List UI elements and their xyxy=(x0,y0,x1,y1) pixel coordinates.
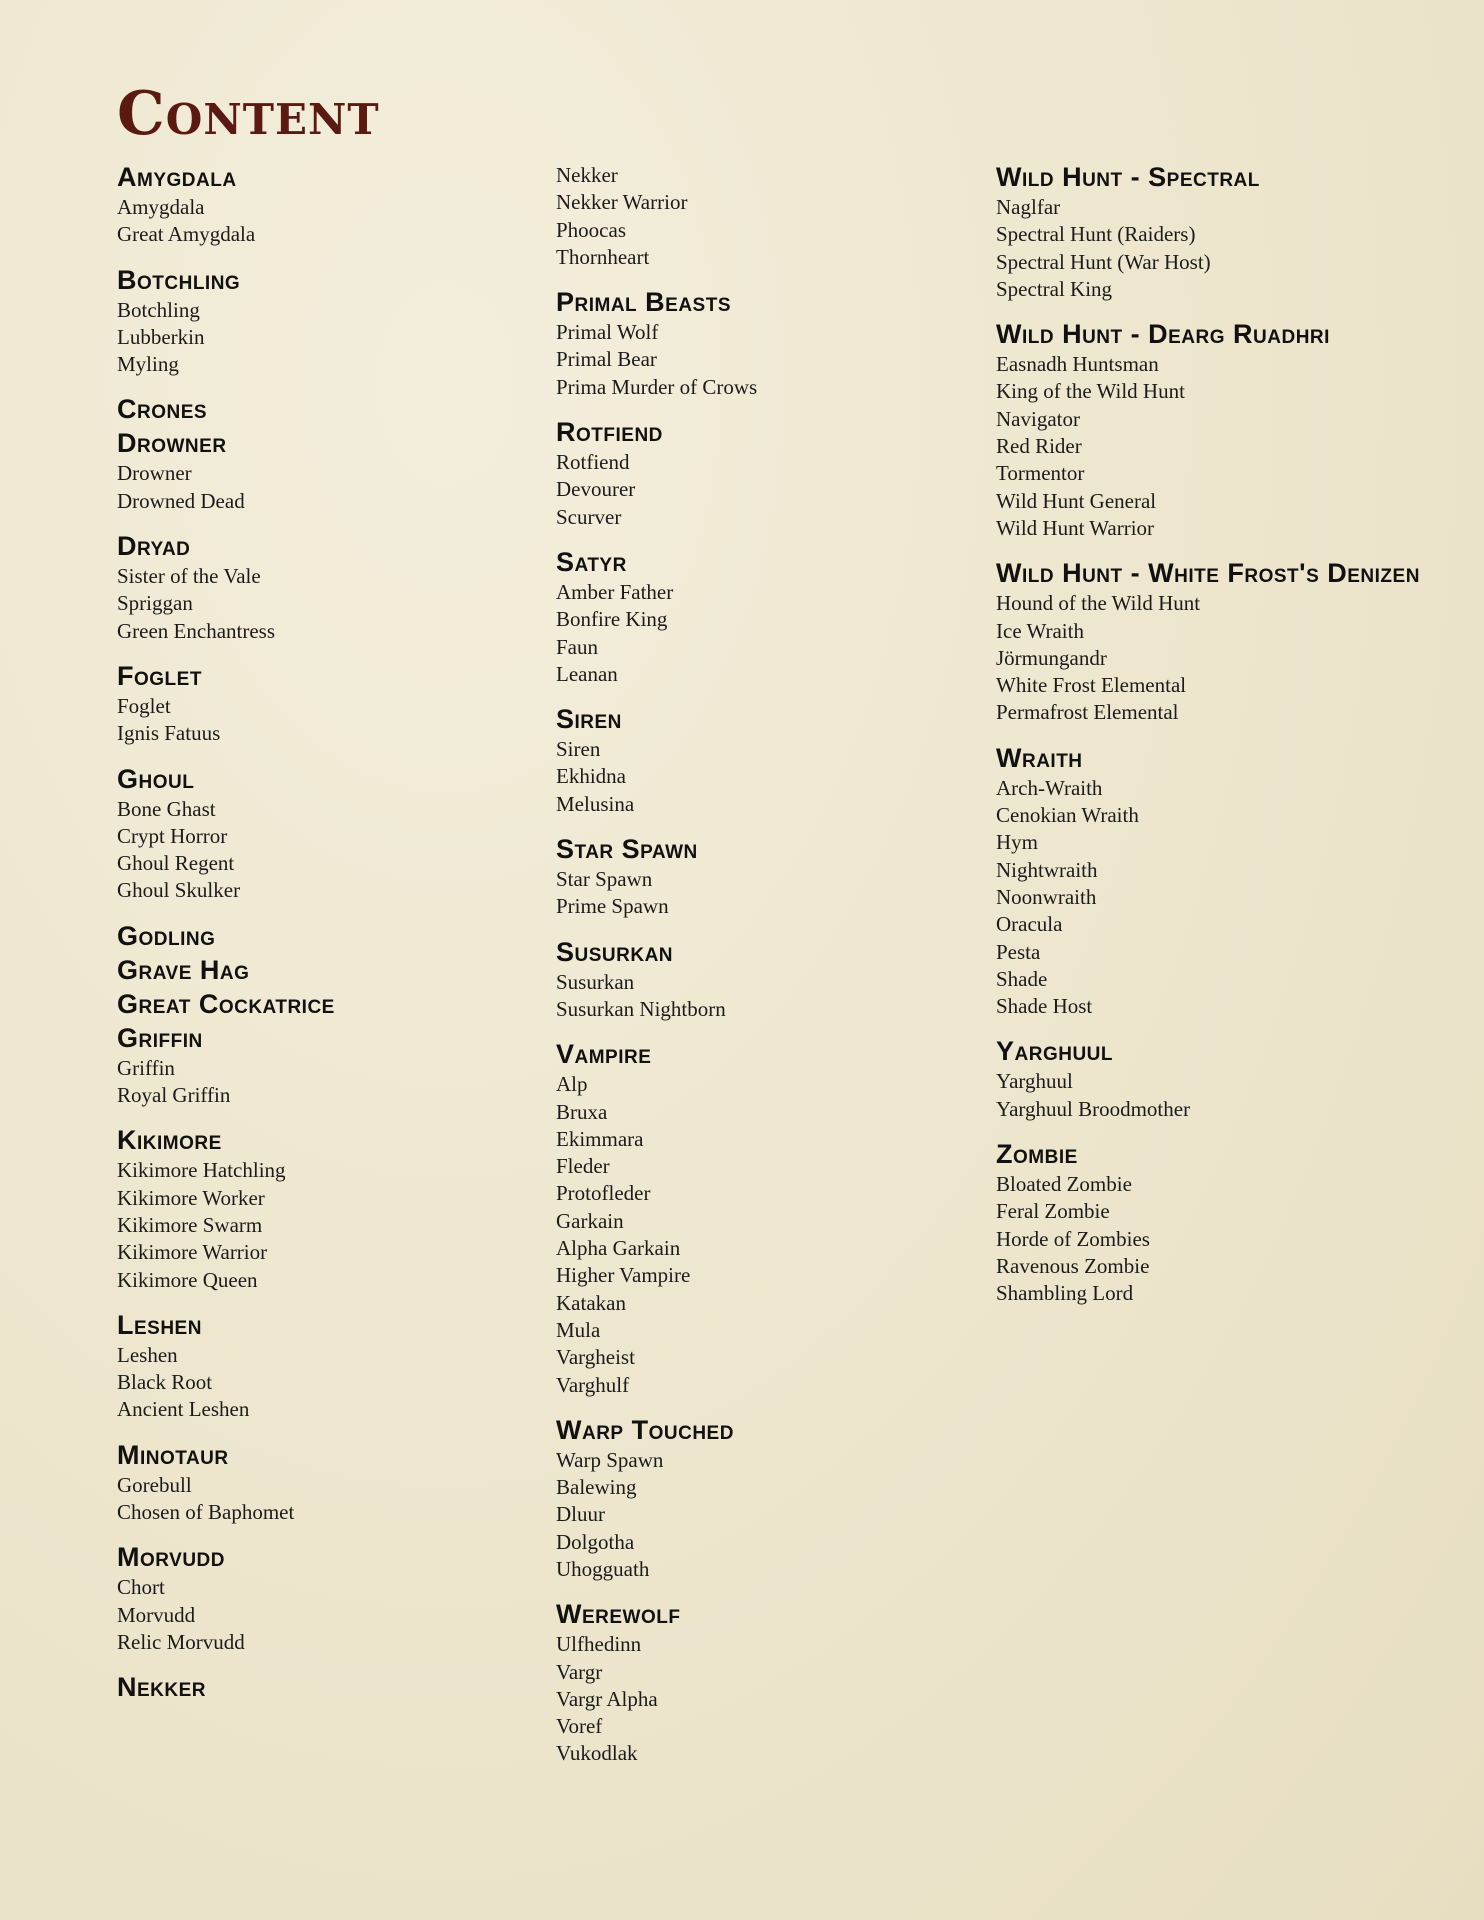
toc-entry: Primal Bear xyxy=(556,347,657,372)
toc-entry: Chosen of Baphomet xyxy=(117,1500,295,1525)
toc-entry: Rotfiend xyxy=(556,450,630,475)
toc-section xyxy=(556,1413,986,1583)
toc-entry: Feral Zombie xyxy=(996,1199,1110,1224)
toc-section xyxy=(996,556,1426,726)
toc-entry: Varghulf xyxy=(556,1372,630,1397)
toc-section xyxy=(556,415,986,531)
toc-entry: Ekhidna xyxy=(556,764,626,789)
section-heading: Leshen xyxy=(117,1309,202,1340)
toc-entry: Ekimmara xyxy=(556,1126,644,1151)
toc-entry: Shambling Lord xyxy=(996,1281,1134,1306)
toc-section xyxy=(117,919,547,953)
toc-entry: Botchling xyxy=(117,297,200,322)
toc-entry: Kikimore Worker xyxy=(117,1185,265,1210)
section-heading: Vampire xyxy=(556,1039,652,1070)
toc-section xyxy=(117,160,547,249)
section-heading: Yarghuul xyxy=(996,1036,1113,1067)
toc-section xyxy=(996,160,1426,303)
toc-entry: Susurkan xyxy=(556,969,635,994)
section-heading: Great Cockatrice xyxy=(117,988,335,1019)
toc-entry: Uhogguath xyxy=(556,1556,650,1581)
toc-section xyxy=(117,762,547,905)
section-heading: Kikimore xyxy=(117,1125,222,1156)
toc-entry: Vargheist xyxy=(556,1345,635,1370)
toc-entry: Ice Wraith xyxy=(996,618,1084,643)
toc-entry: Drowned Dead xyxy=(117,488,245,513)
section-heading: Morvudd xyxy=(117,1542,225,1573)
toc-entry: Ravenous Zombie xyxy=(996,1253,1150,1278)
toc-entry: Shade Host xyxy=(996,994,1093,1019)
toc-entry: Melusina xyxy=(556,791,635,816)
toc-entry: Lubberkin xyxy=(117,324,205,349)
section-heading: Crones xyxy=(117,394,208,425)
toc-entry: Cenokian Wraith xyxy=(996,803,1139,828)
toc-entry: Wild Hunt Warrior xyxy=(996,515,1155,540)
toc-entry: Amber Father xyxy=(556,579,674,604)
page-title: Content xyxy=(117,79,380,149)
toc-entry: Primal Wolf xyxy=(556,320,659,345)
toc-section xyxy=(117,987,547,1021)
toc-entry: Black Root xyxy=(117,1370,213,1395)
section-heading: Nekker xyxy=(117,1672,207,1703)
toc-entry: Easnadh Huntsman xyxy=(996,352,1159,377)
toc-entry: Spriggan xyxy=(117,591,193,616)
toc-section xyxy=(996,1034,1426,1123)
toc-section xyxy=(117,426,547,515)
toc-entry: Prime Spawn xyxy=(556,894,669,919)
toc-entry: Bloated Zombie xyxy=(996,1172,1132,1197)
toc-entry: Siren xyxy=(556,737,601,762)
toc-entry: Vukodlak xyxy=(556,1741,638,1766)
toc-entry: Yarghuul xyxy=(996,1069,1073,1094)
toc-entry: Tormentor xyxy=(996,461,1085,486)
toc-entry: Kikimore Swarm xyxy=(117,1212,263,1237)
section-heading: Rotfiend xyxy=(556,417,663,448)
toc-entry: Protofleder xyxy=(556,1181,651,1206)
toc-entry: Voref xyxy=(556,1714,603,1739)
section-heading: Zombie xyxy=(996,1139,1078,1170)
toc-section xyxy=(117,392,547,426)
toc-section xyxy=(556,935,986,1024)
toc-entry: Spectral King xyxy=(996,276,1113,301)
toc-section xyxy=(117,1021,547,1110)
toc-entry: Green Enchantress xyxy=(117,618,276,643)
toc-section xyxy=(117,529,547,645)
toc-section xyxy=(117,1308,547,1424)
section-heading: Susurkan xyxy=(556,936,674,967)
toc-entry: Fleder xyxy=(556,1154,610,1179)
toc-entry: Ghoul Regent xyxy=(117,851,235,876)
toc-section xyxy=(117,1540,547,1656)
toc-entry: Oracula xyxy=(996,912,1063,937)
toc-entry: Alp xyxy=(556,1072,588,1097)
toc-entry: Bonfire King xyxy=(556,607,668,632)
toc-entry: Kikimore Hatchling xyxy=(117,1158,286,1183)
toc-section xyxy=(556,545,986,688)
toc-entry: Red Rider xyxy=(996,434,1082,459)
toc-entry: Jörmungandr xyxy=(996,645,1107,670)
section-heading: Warp Touched xyxy=(556,1414,734,1445)
toc-entry: Bone Ghast xyxy=(117,796,216,821)
toc-entry: Kikimore Queen xyxy=(117,1267,258,1292)
section-heading: Ghoul xyxy=(117,763,195,794)
toc-entry: Bruxa xyxy=(556,1099,608,1124)
toc-entry: Pesta xyxy=(996,939,1041,964)
toc-entry: Mula xyxy=(556,1317,601,1342)
section-heading: Drowner xyxy=(117,428,227,459)
toc-entry: Warp Spawn xyxy=(556,1447,664,1472)
section-heading: Griffin xyxy=(117,1022,203,1053)
toc-entry: Crypt Horror xyxy=(117,823,228,848)
section-heading: Primal Beasts xyxy=(556,287,732,318)
toc-entry: Hym xyxy=(996,830,1038,855)
toc-entry: Ancient Leshen xyxy=(117,1397,250,1422)
toc-entry: Arch-Wraith xyxy=(996,775,1103,800)
section-heading: Wild Hunt - White Frost's Denizen xyxy=(996,558,1420,589)
toc-entry: Royal Griffin xyxy=(117,1083,231,1108)
column-1 xyxy=(117,160,547,1704)
toc-section xyxy=(996,1137,1426,1307)
toc-entry: Thornheart xyxy=(556,244,650,269)
toc-entry: King of the Wild Hunt xyxy=(996,379,1185,404)
section-heading: Siren xyxy=(556,704,622,735)
toc-entry: Myling xyxy=(117,352,179,377)
toc-entry: Devourer xyxy=(556,477,636,502)
toc-entry: Ulfhedinn xyxy=(556,1632,642,1657)
toc-section xyxy=(556,285,986,401)
section-heading: Wraith xyxy=(996,742,1083,773)
toc-entry: Navigator xyxy=(996,406,1080,431)
toc-entry: Chort xyxy=(117,1575,165,1600)
toc-entry: Great Amygdala xyxy=(117,222,256,247)
toc-entry: Nekker Warrior xyxy=(556,190,688,215)
toc-entry: Leanan xyxy=(556,661,618,686)
toc-entry: Dolgotha xyxy=(556,1529,635,1554)
section-heading: Godling xyxy=(117,920,216,951)
toc-entry: Ghoul Skulker xyxy=(117,878,241,903)
section-heading: Botchling xyxy=(117,264,241,295)
toc-entry: Prima Murder of Crows xyxy=(556,374,758,399)
section-heading: Wild Hunt - Spectral xyxy=(996,162,1260,192)
toc-section xyxy=(117,659,547,748)
toc-section xyxy=(556,832,986,921)
toc-entry: Foglet xyxy=(117,693,171,718)
toc-section xyxy=(117,263,547,379)
toc-entry: Scurver xyxy=(556,504,622,529)
toc-entry: Susurkan Nightborn xyxy=(556,996,726,1021)
toc-entry: Nekker xyxy=(556,163,618,187)
toc-entry: Phoocas xyxy=(556,217,626,242)
toc-entry: Leshen xyxy=(117,1342,178,1367)
column-3 xyxy=(996,160,1426,1322)
toc-entry: Griffin xyxy=(117,1055,175,1080)
toc-entry: Garkain xyxy=(556,1208,624,1233)
toc-entry: Higher Vampire xyxy=(556,1263,691,1288)
toc-entry: Shade xyxy=(996,966,1048,991)
toc-entry: Spectral Hunt (Raiders) xyxy=(996,222,1196,247)
section-heading: Dryad xyxy=(117,531,191,562)
toc-entry: Katakan xyxy=(556,1290,626,1315)
toc-entry: Balewing xyxy=(556,1475,637,1500)
toc-entry: Drowner xyxy=(117,461,192,486)
toc-entry: White Frost Elemental xyxy=(996,673,1187,698)
toc-entry: Kikimore Warrior xyxy=(117,1240,268,1265)
toc-entry: Morvudd xyxy=(117,1602,196,1627)
section-heading: Werewolf xyxy=(556,1599,681,1630)
section-heading: Wild Hunt - Dearg Ruadhri xyxy=(996,319,1330,350)
toc-entry: Amygdala xyxy=(117,195,205,219)
toc-entry: Sister of the Vale xyxy=(117,564,261,589)
column-2 xyxy=(556,162,986,1782)
toc-entry: Wild Hunt General xyxy=(996,488,1157,513)
toc-entry: Yarghuul Broodmother xyxy=(996,1096,1191,1121)
toc-section xyxy=(117,953,547,987)
toc-entry: Relic Morvudd xyxy=(117,1629,245,1654)
toc-entry: Vargr xyxy=(556,1659,603,1684)
toc-entry: Ignis Fatuus xyxy=(117,721,221,746)
section-heading: Foglet xyxy=(117,660,202,691)
toc-section xyxy=(117,1438,547,1527)
toc-entry: Star Spawn xyxy=(556,867,653,892)
toc-entry: Alpha Garkain xyxy=(556,1236,681,1261)
toc-entry: Noonwraith xyxy=(996,884,1097,909)
toc-entry: Hound of the Wild Hunt xyxy=(996,591,1201,616)
toc-section xyxy=(556,162,986,271)
toc-section xyxy=(996,317,1426,542)
toc-entry: Nightwraith xyxy=(996,857,1098,882)
toc-entry: Faun xyxy=(556,634,598,659)
toc-section xyxy=(556,1597,986,1767)
toc-entry: Dluur xyxy=(556,1502,605,1527)
section-heading: Grave Hag xyxy=(117,954,250,985)
toc-section xyxy=(556,702,986,818)
section-heading: Minotaur xyxy=(117,1439,229,1470)
toc-entry: Gorebull xyxy=(117,1472,192,1497)
toc-section xyxy=(556,1037,986,1399)
toc-entry: Horde of Zombies xyxy=(996,1226,1150,1251)
toc-entry: Naglfar xyxy=(996,195,1061,219)
toc-entry: Spectral Hunt (War Host) xyxy=(996,249,1211,274)
toc-section xyxy=(996,741,1426,1021)
section-heading: Satyr xyxy=(556,546,627,577)
toc-entry: Vargr Alpha xyxy=(556,1686,658,1711)
toc-section xyxy=(117,1670,547,1704)
toc-entry: Permafrost Elemental xyxy=(996,700,1179,725)
section-heading: Star Spawn xyxy=(556,834,698,865)
section-heading: Amygdala xyxy=(117,162,237,192)
toc-section xyxy=(117,1123,547,1293)
